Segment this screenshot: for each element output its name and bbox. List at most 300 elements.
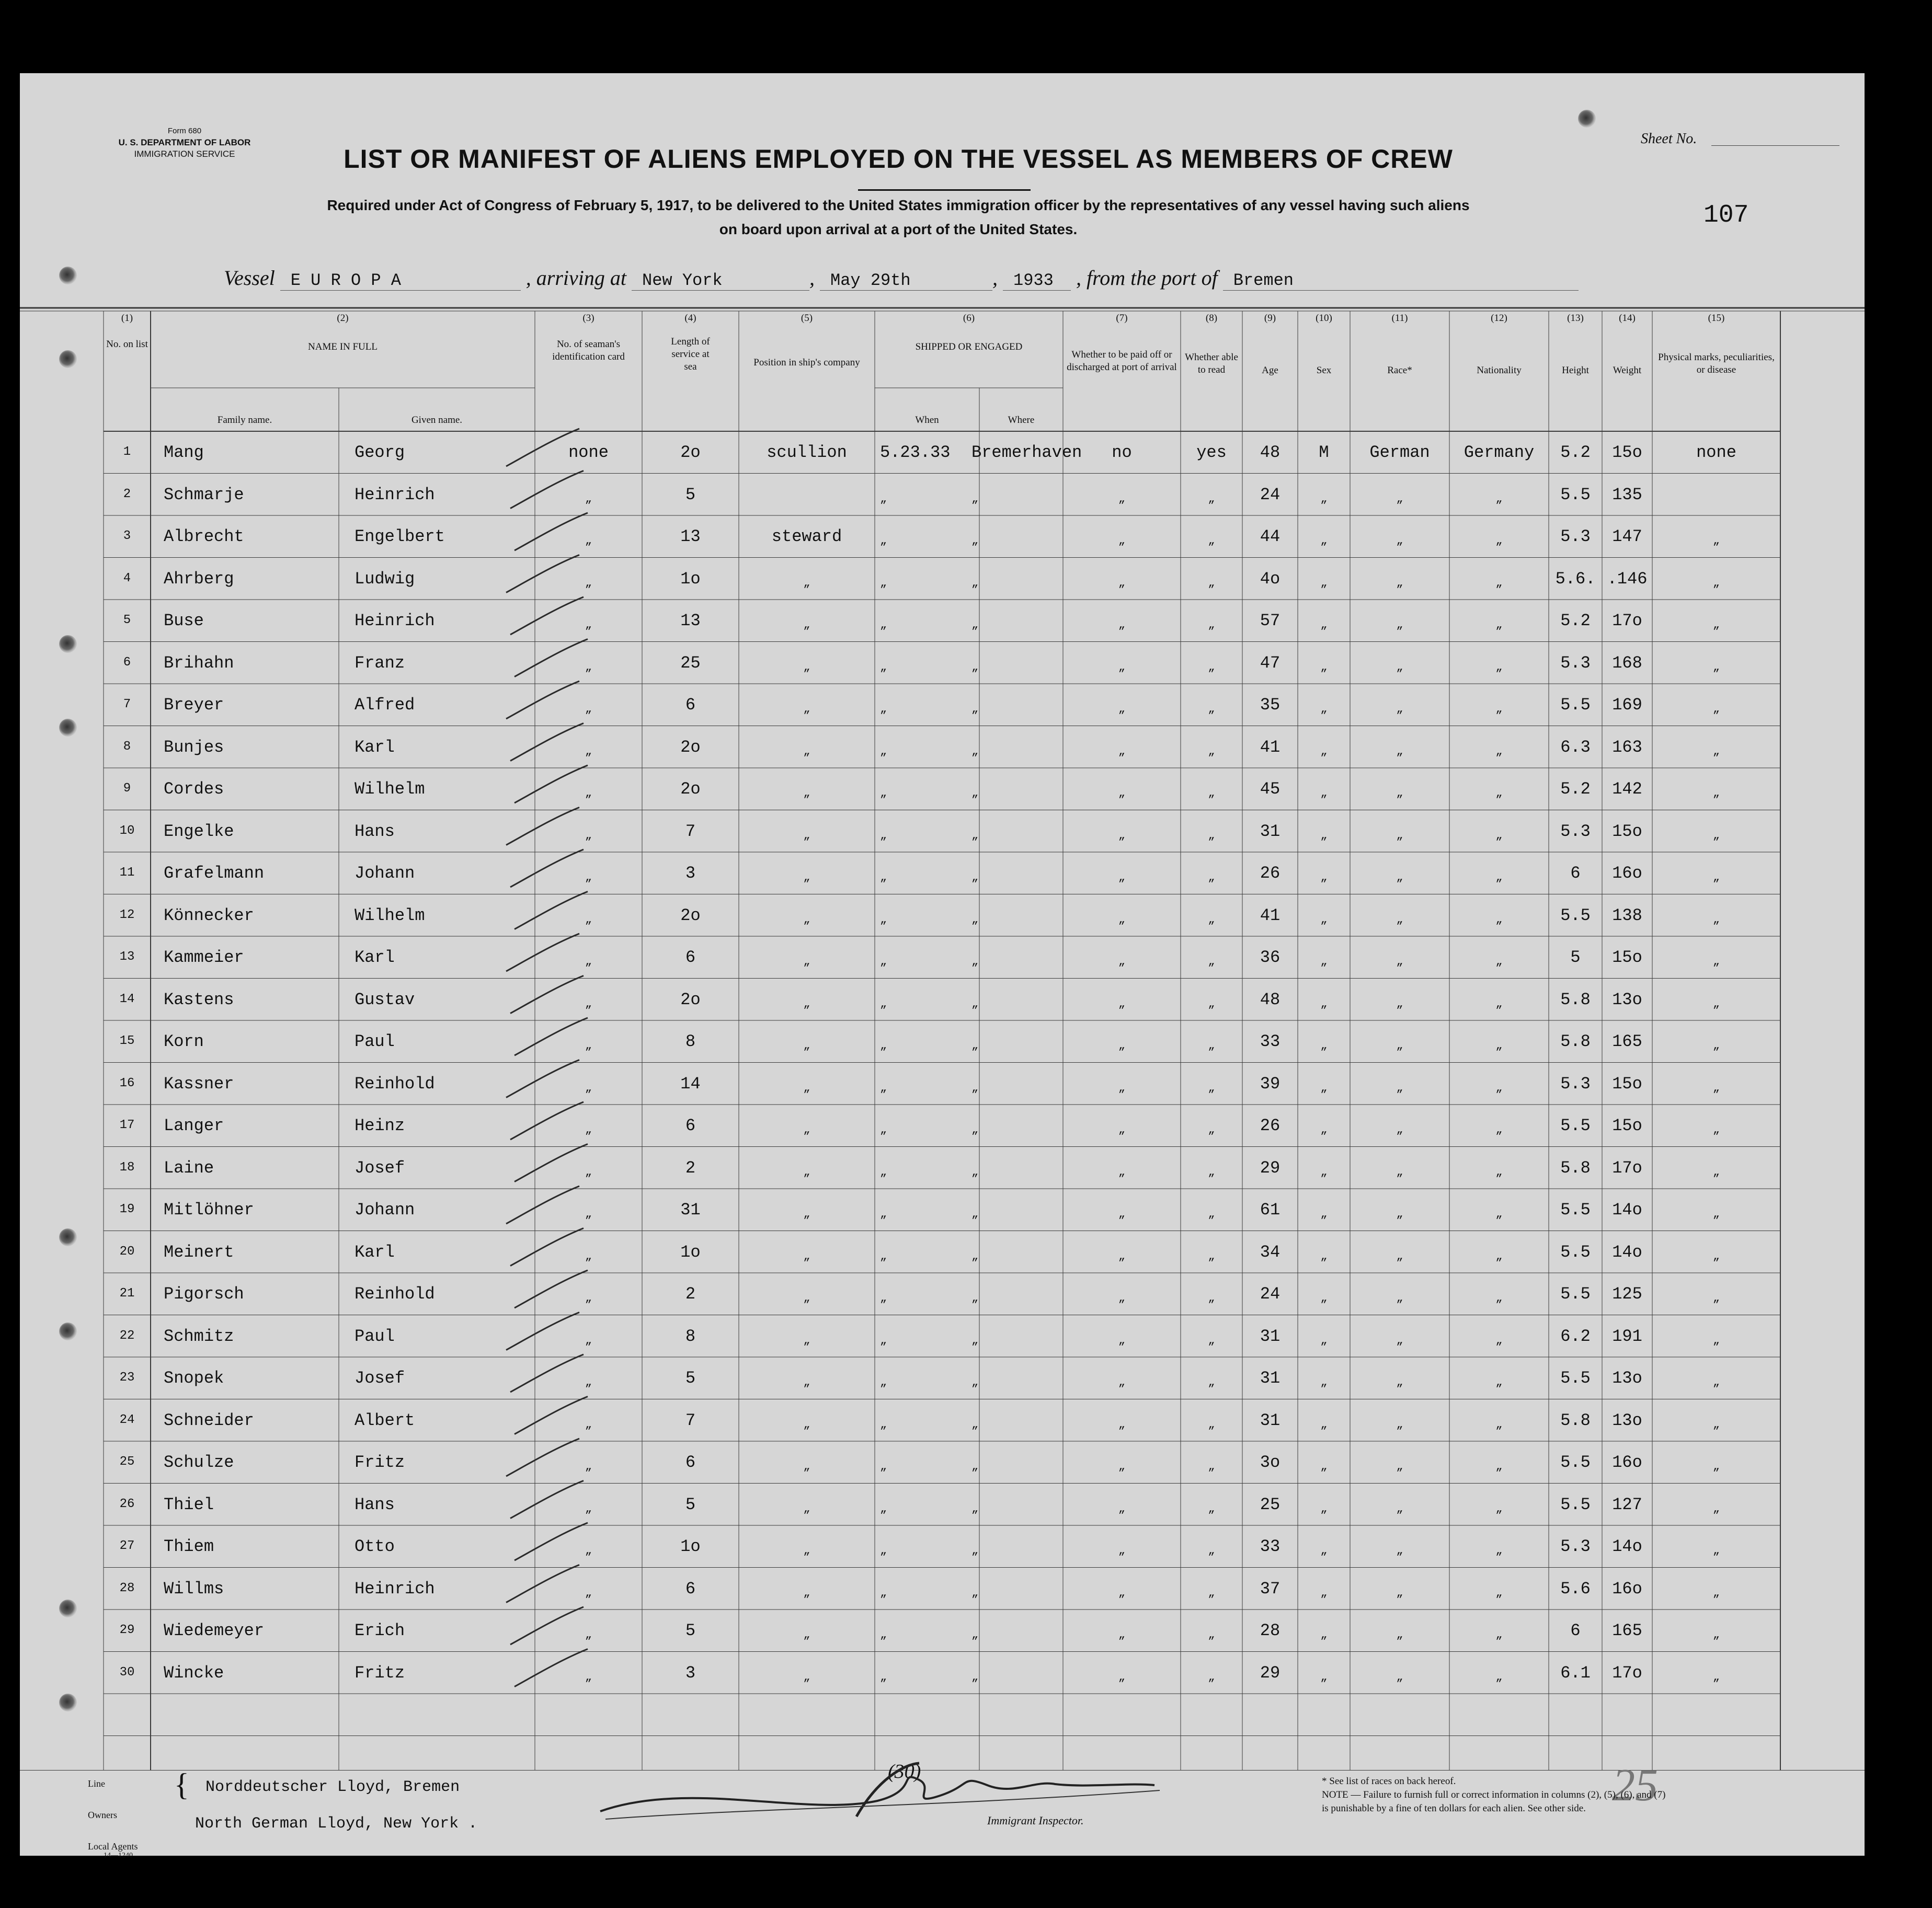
cell-service: 7 (685, 1410, 696, 1430)
cell-height: 5.5 (1560, 1200, 1591, 1220)
cell-paid: „ (1118, 955, 1126, 968)
cell-marks: „ (1712, 1165, 1720, 1179)
cell-service: 8 (685, 1032, 696, 1051)
cell-race: „ (1396, 660, 1403, 674)
cell-no: 21 (119, 1286, 135, 1301)
cell-no: 24 (119, 1412, 135, 1427)
col-10-head: Sex (1316, 365, 1332, 376)
cell-card: „ (585, 618, 592, 631)
cell-race: „ (1396, 1165, 1403, 1179)
col-9-number: (9) (1264, 313, 1276, 324)
manifest-page (20, 73, 1865, 1859)
cell-weight: .146 (1607, 569, 1648, 589)
cell-height: 5.8 (1560, 1158, 1591, 1178)
cell-position: „ (803, 1249, 810, 1263)
cell-where: „ (971, 576, 979, 590)
cell-weight: 15o (1612, 1116, 1642, 1135)
cell-read: „ (1208, 1586, 1215, 1600)
cell-race: „ (1396, 1039, 1403, 1052)
cell-no: 26 (119, 1497, 135, 1511)
cell-weight: 17o (1612, 1663, 1642, 1683)
cell-race: „ (1396, 576, 1403, 590)
col-7-head: Whether to be paid off or discharged at port of arrival (1067, 349, 1177, 373)
cell-card: „ (585, 1502, 592, 1515)
cell-age: 48 (1260, 443, 1281, 462)
brace-mark: { (174, 1767, 189, 1802)
cell-paid: „ (1118, 871, 1126, 884)
cell-service: 2o (680, 737, 701, 757)
cell-position: „ (803, 1039, 810, 1052)
cell-age: 31 (1260, 1410, 1281, 1430)
cell-family: Cordes (164, 779, 224, 799)
cell-age: 24 (1260, 1284, 1281, 1304)
cell-given: Karl (355, 1242, 395, 1262)
cell-age: 35 (1260, 695, 1281, 715)
cell-given: Alfred (355, 695, 415, 715)
cell-card: „ (585, 829, 592, 842)
cell-given: Hans (355, 821, 395, 841)
cell-when: „ (880, 1418, 887, 1431)
cell-given: Otto (355, 1537, 395, 1556)
inspector-label: Immigrant Inspector. (987, 1814, 1084, 1827)
page-subtitle (239, 193, 1557, 242)
col-1-number: (1) (121, 313, 133, 324)
cell-nat: „ (1495, 744, 1503, 758)
cell-given: Gustav (355, 990, 415, 1009)
cell-paid: „ (1118, 1628, 1126, 1641)
cell-when: „ (880, 1628, 887, 1641)
cell-race: „ (1396, 534, 1403, 547)
sheet-line (1711, 145, 1839, 146)
cell-marks: „ (1712, 618, 1720, 631)
cell-no: 19 (119, 1202, 135, 1216)
cell-paid: „ (1118, 1123, 1126, 1136)
cell-race: „ (1396, 1460, 1403, 1473)
cell-card: „ (585, 576, 592, 590)
subtitle-line-1: Required under Act of Congress of February 5, 1917, to be delivered to the United States immigration officer by the representatives of any vessel having such aliens (327, 197, 1470, 213)
cell-card: „ (585, 1628, 592, 1641)
cell-weight: 165 (1612, 1032, 1642, 1051)
cell-service: 6 (685, 1116, 696, 1135)
cell-read: „ (1208, 1081, 1215, 1095)
cell-where: „ (971, 1418, 979, 1431)
cell-height: 5.2 (1560, 443, 1591, 462)
cell-weight: 125 (1612, 1284, 1642, 1304)
cell-service: 13 (680, 611, 701, 630)
cell-race: „ (1396, 1334, 1403, 1347)
cell-height: 5.5 (1560, 1242, 1591, 1262)
col-12-head: Nationality (1477, 365, 1522, 376)
cell-position: „ (803, 1123, 810, 1136)
cell-when: „ (880, 1670, 887, 1684)
cell-age: 36 (1260, 948, 1281, 967)
cell-sex: „ (1320, 1670, 1328, 1684)
service-name: IMMIGRATION SERVICE (134, 149, 235, 159)
cell-marks: „ (1712, 1544, 1720, 1557)
cell-where: „ (971, 1081, 979, 1095)
cell-where: „ (971, 1165, 979, 1179)
cell-given: Heinz (355, 1116, 405, 1135)
cell-height: 5.2 (1560, 779, 1591, 799)
cell-paid: „ (1118, 1334, 1126, 1347)
cell-service: 6 (685, 1453, 696, 1472)
cell-height: 5.5 (1560, 1495, 1591, 1514)
voyage-line: Vessel E U R O P A , arriving at New York , May 29th , 1933 , from the port of Bremen (224, 266, 1579, 291)
cell-given: Reinhold (355, 1284, 435, 1304)
cell-height: 5.3 (1560, 1537, 1591, 1556)
department-name: U. S. DEPARTMENT OF LABOR (118, 137, 251, 147)
cell-marks: „ (1712, 744, 1720, 758)
cell-sex: „ (1320, 955, 1328, 968)
cell-card: „ (585, 1670, 592, 1684)
cell-given: Heinrich (355, 1579, 435, 1599)
cell-height: 6 (1570, 1621, 1581, 1640)
cell-nat: „ (1495, 1208, 1503, 1221)
cell-sex: „ (1320, 1502, 1328, 1515)
cell-sex: „ (1320, 1586, 1328, 1600)
cell-age: 26 (1260, 864, 1281, 883)
cell-family: Schneider (164, 1410, 254, 1430)
cell-service: 8 (685, 1326, 696, 1346)
cell-when: „ (880, 1208, 887, 1221)
cell-sex: „ (1320, 1123, 1328, 1136)
cell-service: 6 (685, 695, 696, 715)
cell-given: Johann (355, 864, 415, 883)
cell-weight: 142 (1612, 779, 1642, 799)
cell-card: „ (585, 492, 592, 505)
cell-where: „ (971, 660, 979, 674)
col-3-number: (3) (582, 313, 595, 324)
cell-nat: „ (1495, 1628, 1503, 1641)
cell-read: „ (1208, 955, 1215, 968)
note-fine-2: is punishable by a fine of ten dollars for each alien. See other side. (1322, 1803, 1586, 1814)
cell-given: Franz (355, 653, 405, 673)
cell-service: 2o (680, 443, 701, 462)
cell-position: „ (803, 1376, 810, 1389)
cell-card: „ (585, 660, 592, 674)
cell-weight: 16o (1612, 1453, 1642, 1472)
cell-age: 41 (1260, 737, 1281, 757)
cell-where: „ (971, 1123, 979, 1136)
cell-sex: „ (1320, 1460, 1328, 1473)
cell-position: „ (803, 1418, 810, 1431)
cell-sex: „ (1320, 660, 1328, 674)
cell-given: Reinhold (355, 1074, 435, 1094)
cell-family: Kammeier (164, 948, 244, 967)
cell-given: Hans (355, 1495, 395, 1514)
cell-nat: „ (1495, 829, 1503, 842)
cell-sex: „ (1320, 997, 1328, 1010)
cell-family: Schmitz (164, 1326, 234, 1346)
line-value: Norddeutscher Lloyd, Bremen (205, 1778, 460, 1796)
cell-sex: „ (1320, 1292, 1328, 1305)
cell-position: „ (803, 1502, 810, 1515)
cell-service: 5 (685, 1621, 696, 1640)
cell-read: „ (1208, 660, 1215, 674)
cell-weight: 14o (1612, 1537, 1642, 1556)
cell-height: 6.2 (1560, 1326, 1591, 1346)
cell-service: 6 (685, 1579, 696, 1599)
cell-age: 34 (1260, 1242, 1281, 1262)
cell-where: „ (971, 492, 979, 505)
cell-age: 47 (1260, 653, 1281, 673)
cell-no: 5 (123, 613, 131, 627)
cell-weight: 138 (1612, 905, 1642, 925)
cell-given: Heinrich (355, 611, 435, 630)
col-14-number: (14) (1619, 313, 1636, 324)
cell-no: 17 (119, 1118, 135, 1132)
cell-card: „ (585, 1586, 592, 1600)
cell-paid: „ (1118, 1670, 1126, 1684)
sheet-label: Sheet No. (1641, 131, 1697, 147)
cell-when: „ (880, 660, 887, 674)
cell-service: 5 (685, 485, 696, 504)
cell-weight: 13o (1612, 990, 1642, 1009)
cell-service: 2o (680, 779, 701, 799)
cell-card: „ (585, 1165, 592, 1179)
cell-service: 25 (680, 653, 701, 673)
cell-where: „ (971, 703, 979, 716)
cell-race: „ (1396, 1586, 1403, 1600)
cell-nat: „ (1495, 913, 1503, 926)
cell-position: „ (803, 1208, 810, 1221)
cell-sex: „ (1320, 1165, 1328, 1179)
cell-age: 31 (1260, 821, 1281, 841)
cell-service: 13 (680, 527, 701, 546)
cell-read: „ (1208, 744, 1215, 758)
cell-no: 9 (123, 781, 131, 796)
cell-age: 24 (1260, 485, 1281, 504)
cell-sex: M (1319, 443, 1329, 462)
cell-when: „ (880, 1081, 887, 1095)
cell-height: 5.5 (1560, 485, 1591, 504)
cell-read: „ (1208, 1418, 1215, 1431)
cell-height: 5.8 (1560, 1410, 1591, 1430)
arrival-date: May 29th (820, 271, 992, 291)
cell-height: 6 (1570, 864, 1581, 883)
col-2b-head: Given name. (411, 415, 463, 426)
cell-nat: „ (1495, 787, 1503, 800)
line-label: Line (88, 1778, 105, 1789)
cell-age: 45 (1260, 779, 1281, 799)
col-4-number: (4) (684, 313, 696, 324)
col-6-head: SHIPPED OR ENGAGED (915, 341, 1023, 352)
cell-race: „ (1396, 1123, 1403, 1136)
cell-sex: „ (1320, 1628, 1328, 1641)
cell-when: „ (880, 492, 887, 505)
form-code: 14—1240 (104, 1852, 133, 1859)
cell-family: Breyer (164, 695, 224, 715)
cell-height: 5.6. (1555, 569, 1596, 589)
cell-age: 3o (1260, 1453, 1281, 1472)
cell-weight: 13o (1612, 1369, 1642, 1388)
cell-when: „ (880, 1376, 887, 1389)
from-label: , from the port of (1076, 266, 1218, 290)
col-6-number: (6) (963, 313, 975, 324)
cell-no: 29 (119, 1623, 135, 1637)
cell-card: „ (585, 871, 592, 884)
cell-service: 2 (685, 1284, 696, 1304)
cell-no: 11 (119, 866, 135, 880)
cell-position: „ (803, 1460, 810, 1473)
col-2-number: (2) (337, 313, 349, 324)
cell-marks: „ (1712, 1208, 1720, 1221)
col-6b-head: Where (1008, 415, 1035, 426)
vessel-name: E U R O P A (280, 271, 521, 291)
cell-family: Korn (164, 1032, 204, 1051)
cell-where: „ (971, 1460, 979, 1473)
cell-weight: 163 (1612, 737, 1642, 757)
handwritten-number: 25 (1612, 1760, 1658, 1811)
cell-service: 1o (680, 569, 701, 589)
cell-race: „ (1396, 955, 1403, 968)
sheet-number: 107 (1704, 201, 1749, 229)
cell-no: 3 (123, 529, 131, 543)
cell-read: „ (1208, 1292, 1215, 1305)
cell-family: Engelke (164, 821, 234, 841)
cell-marks: „ (1712, 576, 1720, 590)
col-9-head: Age (1262, 365, 1278, 376)
cell-family: Grafelmann (164, 864, 265, 883)
cell-no: 13 (119, 950, 135, 964)
cell-age: 31 (1260, 1326, 1281, 1346)
cell-no: 18 (119, 1160, 135, 1175)
cell-family: Albrecht (164, 527, 244, 546)
cell-service: 2 (685, 1158, 696, 1178)
cell-sex: „ (1320, 618, 1328, 631)
cell-height: 5.3 (1560, 653, 1591, 673)
cell-read: „ (1208, 871, 1215, 884)
cell-where: „ (971, 1249, 979, 1263)
cell-read: „ (1208, 703, 1215, 716)
cell-race: „ (1396, 1249, 1403, 1263)
col-10-number: (10) (1316, 313, 1332, 324)
cell-weight: 15o (1612, 821, 1642, 841)
cell-age: 41 (1260, 905, 1281, 925)
cell-weight: 16o (1612, 864, 1642, 883)
cell-family: Meinert (164, 1242, 234, 1262)
cell-no: 7 (123, 697, 131, 711)
cell-weight: 191 (1612, 1326, 1642, 1346)
cell-height: 5.5 (1560, 1453, 1591, 1472)
cell-family: Buse (164, 611, 204, 630)
cell-no: 28 (119, 1581, 135, 1595)
cell-height: 5.5 (1560, 1369, 1591, 1388)
cell-paid: „ (1118, 1081, 1126, 1095)
cell-no: 12 (119, 907, 135, 922)
cell-family: Langer (164, 1116, 224, 1135)
cell-paid: „ (1118, 1292, 1126, 1305)
cell-where: „ (971, 1544, 979, 1557)
cell-marks: „ (1712, 829, 1720, 842)
cell-position: „ (803, 997, 810, 1010)
cell-service: 6 (685, 948, 696, 967)
cell-read: „ (1208, 1502, 1215, 1515)
cell-position: „ (803, 703, 810, 716)
cell-paid: „ (1118, 1502, 1126, 1515)
cell-no: 15 (119, 1034, 135, 1048)
cell-family: Thiem (164, 1537, 214, 1556)
cell-race: „ (1396, 744, 1403, 758)
cell-sex: „ (1320, 492, 1328, 505)
owners-label: Owners (88, 1810, 117, 1820)
cell-nat: „ (1495, 1418, 1503, 1431)
cell-card: „ (585, 955, 592, 968)
cell-nat: „ (1495, 1081, 1503, 1095)
cell-read: „ (1208, 1123, 1215, 1136)
cell-read: „ (1208, 997, 1215, 1010)
cell-read: „ (1208, 829, 1215, 842)
cell-paid: „ (1118, 534, 1126, 547)
cell-paid: „ (1118, 1376, 1126, 1389)
cell-paid: „ (1118, 618, 1126, 631)
cell-given: Heinrich (355, 485, 435, 504)
cell-card: „ (585, 913, 592, 926)
cell-where: „ (971, 1586, 979, 1600)
col-13-number: (13) (1567, 313, 1584, 324)
cell-read: „ (1208, 492, 1215, 505)
cell-height: 5.2 (1560, 611, 1591, 630)
cell-race: „ (1396, 1628, 1403, 1641)
cell-age: 29 (1260, 1158, 1281, 1178)
cell-service: 1o (680, 1242, 701, 1262)
cell-given: Engelbert (355, 527, 445, 546)
cell-given: Karl (355, 948, 395, 967)
cell-weight: 14o (1612, 1242, 1642, 1262)
cell-card: „ (585, 1208, 592, 1221)
cell-service: 2o (680, 990, 701, 1009)
cell-read: „ (1208, 1376, 1215, 1389)
cell-read: „ (1208, 1208, 1215, 1221)
cell-no: 2 (123, 487, 131, 501)
cell-sex: „ (1320, 871, 1328, 884)
cell-card: „ (585, 1123, 592, 1136)
cell-race: „ (1396, 871, 1403, 884)
cell-age: 44 (1260, 527, 1281, 546)
cell-no: 10 (119, 823, 135, 838)
cell-family: Schmarje (164, 485, 244, 504)
col-8-head: Whether able to read (1185, 352, 1238, 375)
cell-given: Wilhelm (355, 905, 425, 925)
cell-race: „ (1396, 1208, 1403, 1221)
cell-family: Bunjes (164, 737, 224, 757)
cell-when: „ (880, 1123, 887, 1136)
cell-paid: „ (1118, 1208, 1126, 1221)
cell-height: 5.6 (1560, 1579, 1591, 1599)
cell-read: „ (1208, 576, 1215, 590)
cell-sex: „ (1320, 576, 1328, 590)
note-races: * See list of races on back hereof. (1322, 1776, 1456, 1787)
cell-card: „ (585, 997, 592, 1010)
cell-nat: „ (1495, 576, 1503, 590)
cell-read: „ (1208, 1039, 1215, 1052)
cell-height: 5.3 (1560, 527, 1591, 546)
cell-when: „ (880, 576, 887, 590)
cell-card: „ (585, 787, 592, 800)
cell-service: 5 (685, 1369, 696, 1388)
cell-paid: „ (1118, 997, 1126, 1010)
cell-position: „ (803, 1292, 810, 1305)
cell-family: Laine (164, 1158, 214, 1178)
cell-race: „ (1396, 618, 1403, 631)
cell-nat: Germany (1464, 443, 1535, 462)
cell-sex: „ (1320, 703, 1328, 716)
cell-read: „ (1208, 534, 1215, 547)
cell-nat: „ (1495, 871, 1503, 884)
cell-position: „ (803, 1670, 810, 1684)
cell-where: „ (971, 1334, 979, 1347)
cell-paid: „ (1118, 576, 1126, 590)
